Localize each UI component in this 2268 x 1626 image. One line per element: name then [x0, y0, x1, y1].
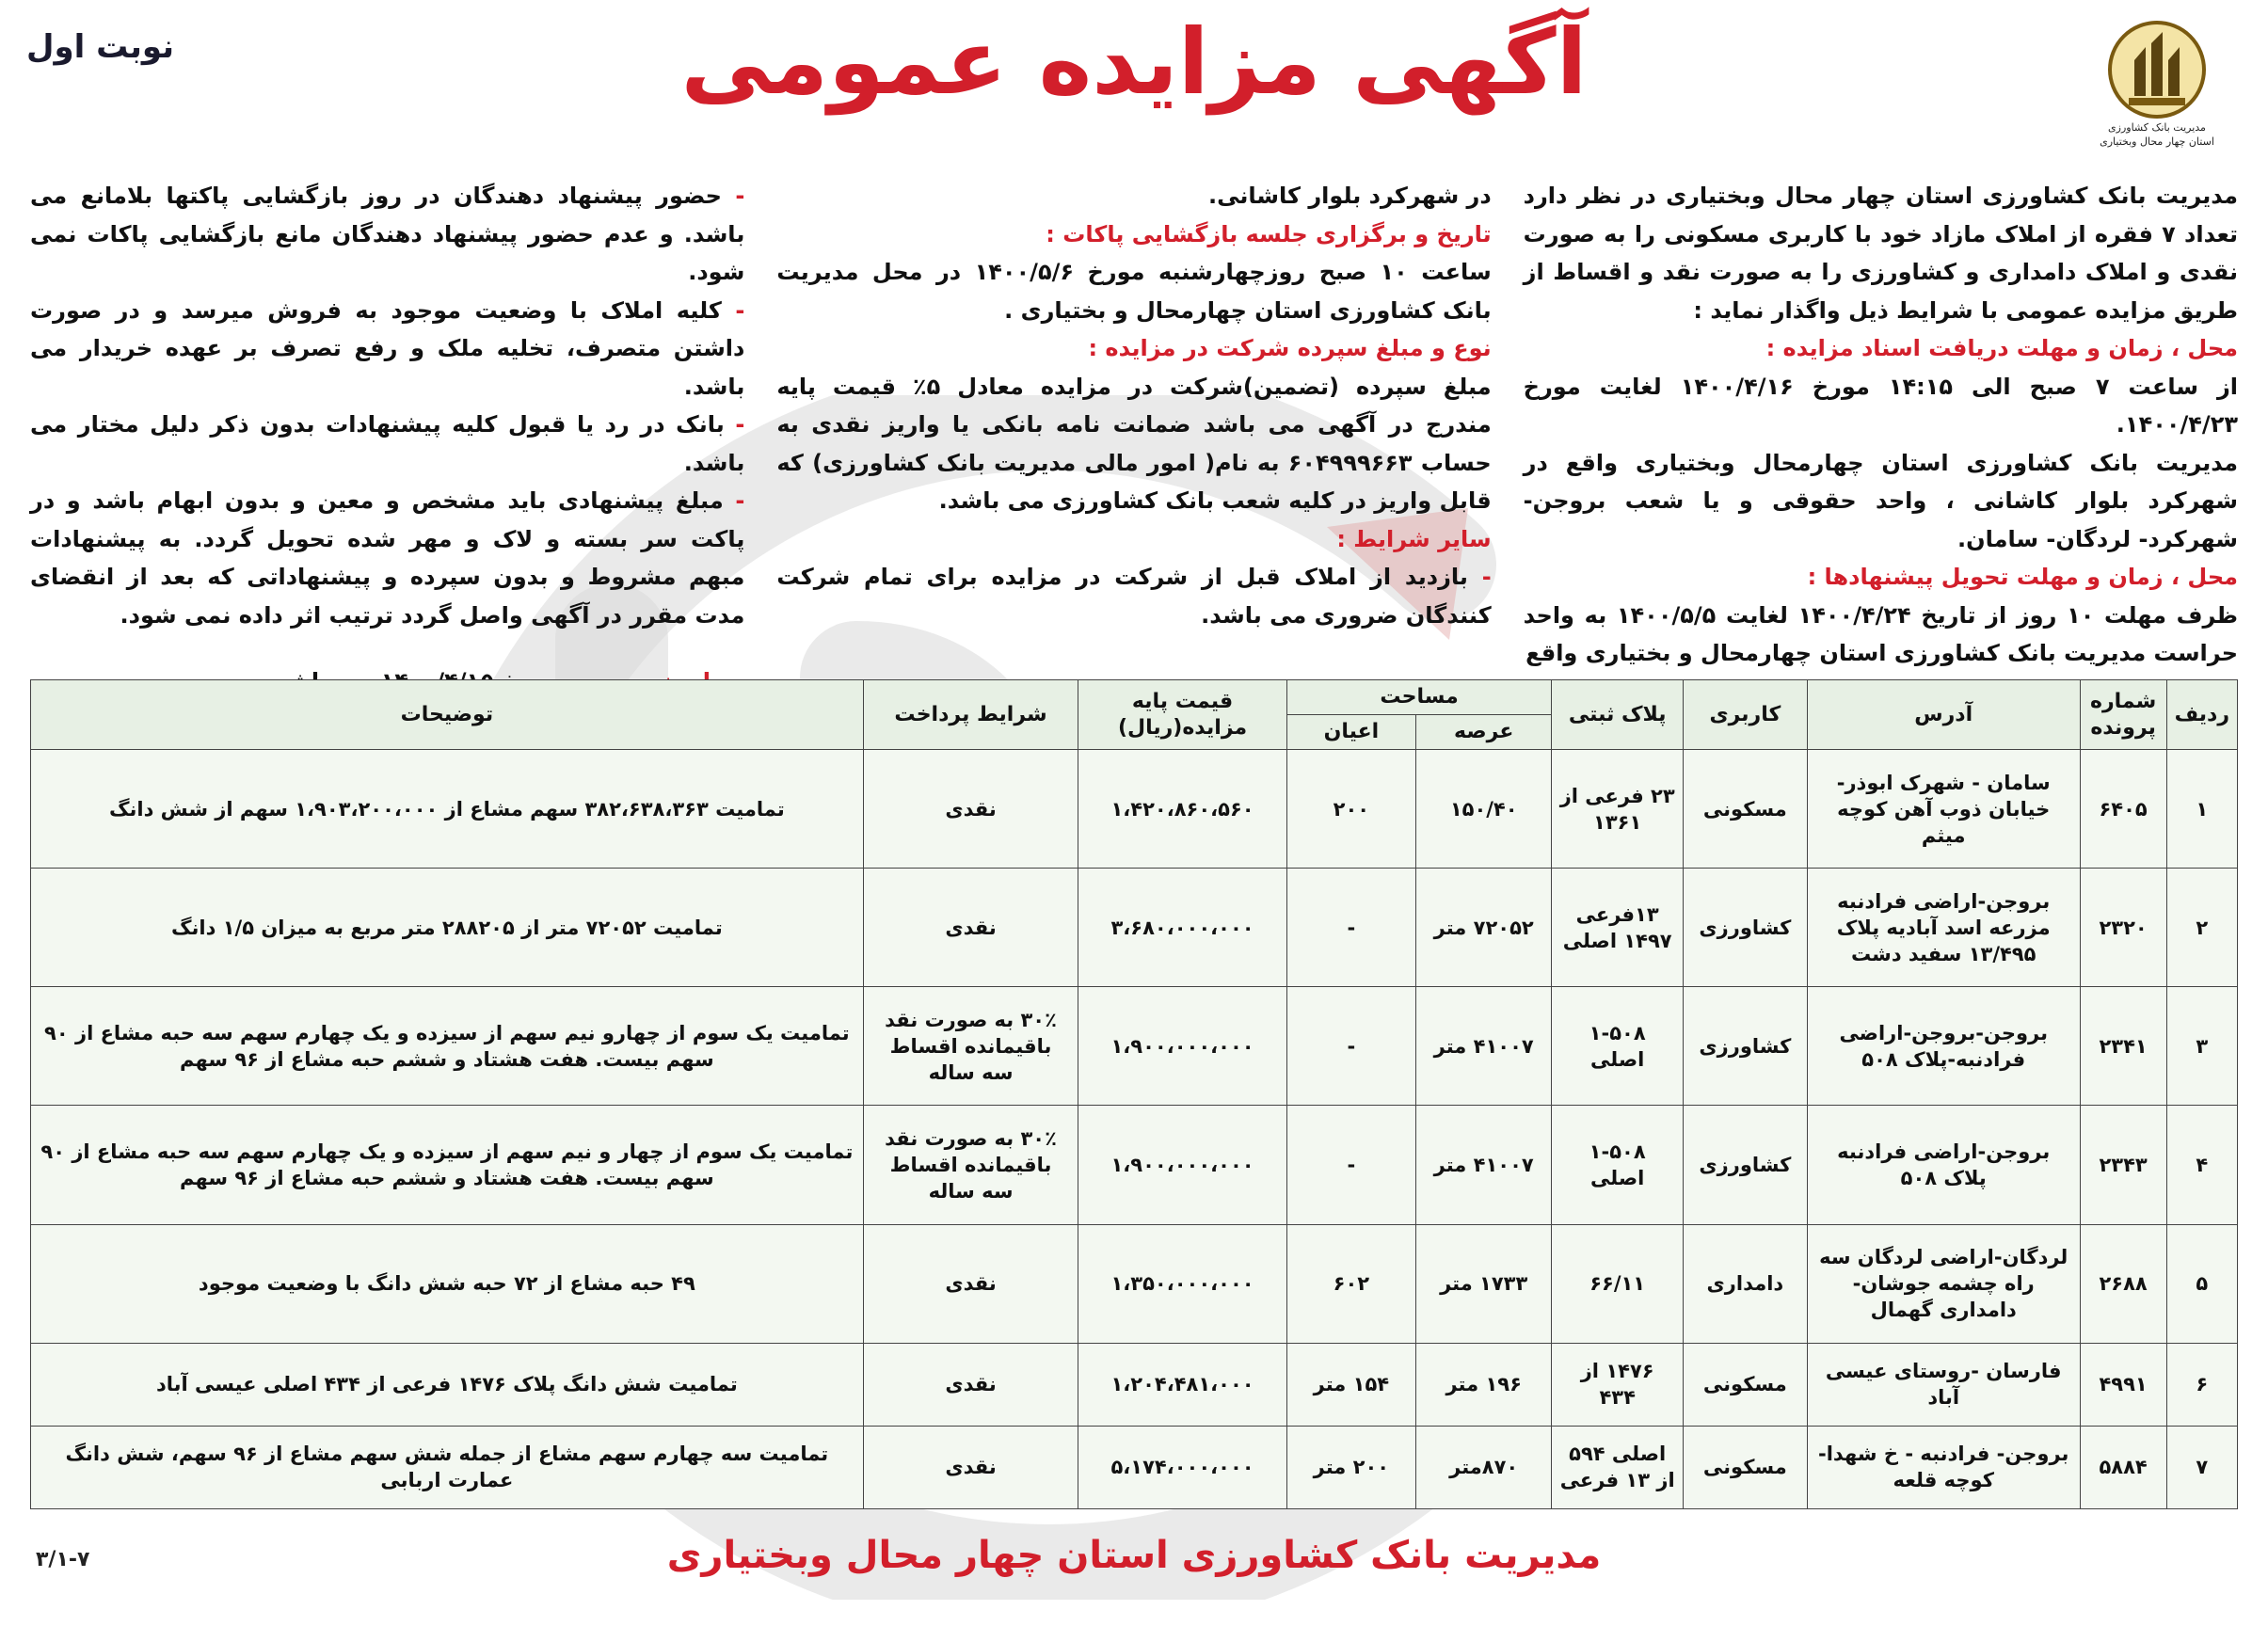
cell-row: ۷	[2166, 1426, 2237, 1508]
heading-proposals: محل ، زمان و مهلت تحویل پیشنهادها :	[1807, 564, 2238, 590]
cell-row: ۲	[2166, 869, 2237, 987]
cell-file: ۴۹۹۱	[2080, 1343, 2166, 1426]
cell-building: ۲۰۰ متر	[1286, 1426, 1415, 1508]
table-row	[31, 869, 2238, 987]
term-bank-rights	[30, 406, 744, 482]
cell-plate: اصلی ۵۹۴ از ۱۳ فرعی	[1552, 1426, 1684, 1508]
cell-building: -	[1286, 1106, 1415, 1224]
term-proposal-amount	[30, 482, 744, 634]
term-proposal-amount-text: مبلغ پیشنهادی باید مشخص و معین و بدون ابهام باشد و در پاکت سر بسته و لاک و مهر شده تحویل گردد. به پیشنهادات مبهم مشروط و بدون سپرده و پیشنهاداتی که بعد از انقضای مدت مقرر در آگهی واصل گردد ترتیب اثر داده نمی شود.	[30, 487, 745, 629]
cell-land: ۱۷۳۳ متر	[1416, 1224, 1552, 1343]
cell-price: ۱،۴۲۰،۸۶۰،۵۶۰	[1078, 750, 1286, 869]
heading-other-terms: سایر شرایط :	[1336, 525, 1492, 552]
header-building-area: اعیان	[1286, 715, 1415, 750]
cell-land: ۸۷۰متر	[1416, 1426, 1552, 1508]
properties-table-wrap	[30, 679, 2238, 1509]
term-visit	[776, 558, 1491, 634]
term-as-is	[30, 292, 744, 406]
cell-payment: نقدی	[863, 1343, 1078, 1426]
header-description: توضیحات	[31, 680, 864, 750]
cell-description: تمامیت شش دانگ پلاک ۱۴۷۶ فرعی از ۴۳۴ اصلی عیسی آباد	[31, 1343, 864, 1426]
cell-usage: مسکونی	[1683, 750, 1807, 869]
cell-file: ۲۶۸۸	[2080, 1224, 2166, 1343]
header-land-area: عرصه	[1416, 715, 1552, 750]
header-area: مساحت	[1286, 680, 1552, 715]
column-left	[30, 177, 744, 668]
notice-columns	[30, 177, 2238, 668]
documents-place: مدیریت بانک کشاورزی استان چهارمحال وبختیاری واقع در شهرکرد بلوار کاشانی ، واحد حقوقی و یا شعب بروجن- شهرکرد- لردگان- سامان.	[1523, 449, 2238, 552]
page-title: آگهی مزایده عمومی	[680, 9, 1588, 115]
cell-usage: کشاورزی	[1683, 1106, 1807, 1224]
logo-caption-line2: استان چهار محال وبختیاری	[2100, 136, 2214, 148]
cell-land: ۱۹۶ متر	[1416, 1343, 1552, 1426]
deposit-text: مبلغ سپرده (تضمین)شرکت در مزایده معادل ۵٪ قیمت پایه مندرج در آگهی می باشد ضمانت نامه بانکی یا واریز نقدی به حساب ۶۰۴۹۹۹۶۶۳ به نام( امور مالی مدیریت بانک کشاورزی) که قابل واریز در کلیه شعب بانک کشاورزی می باشد.	[776, 373, 1492, 514]
cell-land: ۱۵۰/۴۰	[1416, 750, 1552, 869]
cell-usage: دامداری	[1683, 1224, 1807, 1343]
cell-file: ۲۳۲۰	[2080, 869, 2166, 987]
bullet: -	[721, 296, 745, 324]
footer-code: ۳/۱-۷	[36, 1548, 90, 1571]
logo-caption-line1: مدیریت بانک کشاورزی	[2108, 121, 2206, 134]
cell-description: ۴۹ حبه مشاع از ۷۲ حبه شش دانگ با وضعیت موجود	[31, 1224, 864, 1343]
cell-plate: ۶۶/۱۱	[1552, 1224, 1684, 1343]
table-row	[31, 750, 2238, 869]
cell-building: -	[1286, 987, 1415, 1106]
cell-file: ۵۸۸۴	[2080, 1426, 2166, 1508]
heading-opening-session: تاریخ و برگزاری جلسه بازگشایی پاکات :	[1046, 220, 1492, 247]
cell-description: تمامیت یک سوم از چهارو نیم سهم از سیزده و یک چهارم سهم سه حبه مشاع از ۹۰ سهم بیست. هفت هشتاد و ششم حبه مشاع از ۹۶ سهم	[31, 987, 864, 1106]
term-attendance	[30, 177, 744, 292]
cell-payment: نقدی	[863, 1224, 1078, 1343]
cell-file: ۶۴۰۵	[2080, 750, 2166, 869]
header-plate: پلاک ثبتی	[1552, 680, 1684, 750]
cell-payment: نقدی	[863, 750, 1078, 869]
proposals-place-continued: در شهرکرد بلوار کاشانی.	[1208, 183, 1492, 209]
bullet: -	[724, 411, 745, 438]
cell-file: ۲۳۴۳	[2080, 1106, 2166, 1224]
cell-land: ۷۲۰۵۲ متر	[1416, 869, 1552, 987]
header-address: آدرس	[1807, 680, 2080, 750]
cell-building: ۲۰۰	[1286, 750, 1415, 869]
opening-session-text: ساعت ۱۰ صبح روزچهارشنبه مورخ ۱۴۰۰/۵/۶ در محل مدیریت بانک کشاورزی استان چهارمحال و بختیاری .	[776, 259, 1492, 324]
bullet: -	[1467, 564, 1492, 590]
term-visit-text: بازدید از املاک قبل از شرکت در مزایده برای تمام شرکت کنندگان ضروری می باشد.	[776, 564, 1492, 629]
cell-price: ۵،۱۷۴،۰۰۰،۰۰۰	[1078, 1426, 1286, 1508]
proposals-deadline: ظرف مهلت ۱۰ روز از تاریخ ۱۴۰۰/۴/۲۴ لغایت ۱۴۰۰/۵/۵ به واحد حراست مدیریت بانک کشاورزی استان چهارمحال و بختیاری واقع	[1523, 601, 2239, 666]
cell-payment: ۳۰٪ به صورت نقد باقیمانده اقساط سه ساله	[863, 987, 1078, 1106]
cell-payment: نقدی	[863, 869, 1078, 987]
cell-row: ۳	[2166, 987, 2237, 1106]
cell-file: ۲۳۴۱	[2080, 987, 2166, 1106]
bullet: -	[721, 183, 745, 209]
cell-usage: مسکونی	[1683, 1343, 1807, 1426]
cell-price: ۱،۲۰۴،۴۸۱،۰۰۰	[1078, 1343, 1286, 1426]
header-usage: کاربری	[1683, 680, 1807, 750]
cell-address: سامان - شهرک ابوذر- خیابان ذوب آهن کوچه میثم	[1807, 750, 2080, 869]
heading-deposit: نوع و مبلغ سپرده شرکت در مزایده :	[1088, 335, 1492, 361]
cell-row: ۶	[2166, 1343, 2237, 1426]
properties-table	[30, 679, 2238, 1509]
cell-plate: ۱۴۷۶ از ۴۳۴	[1552, 1343, 1684, 1426]
round-label: نوبت اول	[26, 28, 174, 66]
column-middle	[776, 177, 1491, 668]
table-row	[31, 1343, 2238, 1426]
bullet: -	[723, 487, 745, 514]
cell-description: تمامیت یک سوم از چهار و نیم سهم از سیزده و یک چهارم سهم سه حبه مشاع از ۹۰ سهم بیست. هفت هشتاد و ششم حبه مشاع از ۹۶ سهم	[31, 1106, 864, 1224]
table-row	[31, 1426, 2238, 1508]
cell-plate: ۱-۵۰۸ اصلی	[1552, 1106, 1684, 1224]
cell-plate: ۲۳ فرعی از ۱۳۶۱	[1552, 750, 1684, 869]
term-bank-rights-text: بانک در رد یا قبول کلیه پیشنهادات بدون ذکر دلیل مختار می باشد.	[30, 411, 745, 476]
cell-address: بروجن-اراضی فرادنبه مزرعه اسد آبادیه پلاک ۱۳/۴۹۵ سفید دشت	[1807, 869, 2080, 987]
documents-time: از ساعت ۷ صبح الی ۱۴:۱۵ مورخ ۱۴۰۰/۴/۱۶ لغایت مورخ ۱۴۰۰/۴/۲۳.	[1523, 373, 2239, 438]
cell-payment: نقدی	[863, 1426, 1078, 1508]
header-row-number: ردیف	[2166, 680, 2237, 750]
cell-land: ۴۱۰۰۷ متر	[1416, 987, 1552, 1106]
column-right	[1524, 177, 2238, 668]
intro-paragraph: مدیریت بانک کشاورزی استان چهار محال وبختیاری در نظر دارد تعداد ۷ فقره از املاک مازاد خود با کاربری مسکونی را به صورت نقدی و املاک دامداری و کشاورزی را به صورت نقد و اقساط از طریق مزایده عمومی با شرایط ذیل واگذار نماید :	[1523, 183, 2239, 324]
cell-price: ۱،۹۰۰،۰۰۰،۰۰۰	[1078, 987, 1286, 1106]
header-file-number: شماره پرونده	[2080, 680, 2166, 750]
table-row	[31, 1106, 2238, 1224]
cell-building: ۶۰۲	[1286, 1224, 1415, 1343]
cell-building: ۱۵۴ متر	[1286, 1343, 1415, 1426]
cell-usage: کشاورزی	[1683, 987, 1807, 1106]
cell-price: ۱،۹۰۰،۰۰۰،۰۰۰	[1078, 1106, 1286, 1224]
term-as-is-text: کلیه املاک با وضعیت موجود به فروش میرسد و در صورت داشتن متصرف، تخلیه ملک و رفع تصرف بر عهده خریدار می باشد.	[30, 296, 745, 400]
term-attendance-text: حضور پیشنهاد دهندگان در روز بازگشایی پاکتها بلامانع می باشد. و عدم حضور پیشنهاد دهندگان مانع بازگشایی پاکات نمی شود.	[30, 183, 745, 285]
cell-description: تمامیت ۳۸۲،۶۳۸،۳۶۳ سهم مشاع از ۱،۹۰۳،۲۰۰،۰۰۰ سهم از شش دانگ	[31, 750, 864, 869]
cell-description: تمامیت ۷۲۰۵۲ متر از ۲۸۸۲۰۵ متر مربع به میزان ۱/۵ دانگ	[31, 869, 864, 987]
cell-land: ۴۱۰۰۷ متر	[1416, 1106, 1552, 1224]
table-row	[31, 1224, 2238, 1343]
cell-plate: ۱۳فرعی ۱۴۹۷ اصلی	[1552, 869, 1684, 987]
footer-bank-name: مدیریت بانک کشاورزی استان چهار محال وبختیاری	[666, 1534, 1602, 1577]
cell-address: بروجن-بروجن-اراضی فرادنبه-پلاک ۵۰۸	[1807, 987, 2080, 1106]
cell-price: ۱،۳۵۰،۰۰۰،۰۰۰	[1078, 1224, 1286, 1343]
cell-payment: ۳۰٪ به صورت نقد باقیمانده اقساط سه ساله	[863, 1106, 1078, 1224]
cell-address: لردگان-اراضی لردگان سه راه چشمه جوشان-دامداری گهمال	[1807, 1224, 2080, 1343]
cell-usage: مسکونی	[1683, 1426, 1807, 1508]
cell-address: بروجن-اراضی فرادنبه پلاک ۵۰۸	[1807, 1106, 2080, 1224]
table-row	[31, 987, 2238, 1106]
header-payment-terms: شرایط پرداخت	[863, 680, 1078, 750]
cell-row: ۴	[2166, 1106, 2237, 1224]
cell-building: -	[1286, 869, 1415, 987]
cell-address: بروجن- فرادنبه - خ شهدا- کوچه قلعه	[1807, 1426, 2080, 1508]
header-base-price: قیمت پایه مزایده(ریال)	[1078, 680, 1286, 750]
cell-description: تمامیت سه چهارم سهم مشاع از جمله شش سهم مشاع از ۹۶ سهم، شش دانگ عمارت اربابی	[31, 1426, 864, 1508]
cell-row: ۱	[2166, 750, 2237, 869]
heading-documents: محل ، زمان و مهلت دریافت اسناد مزایده :	[1765, 335, 2238, 361]
cell-address: فارسان -روستای عیسی آباد	[1807, 1343, 2080, 1426]
cell-plate: ۱-۵۰۸ اصلی	[1552, 987, 1684, 1106]
cell-row: ۵	[2166, 1224, 2237, 1343]
cell-price: ۳،۶۸۰،۰۰۰،۰۰۰	[1078, 869, 1286, 987]
cell-usage: کشاورزی	[1683, 869, 1807, 987]
